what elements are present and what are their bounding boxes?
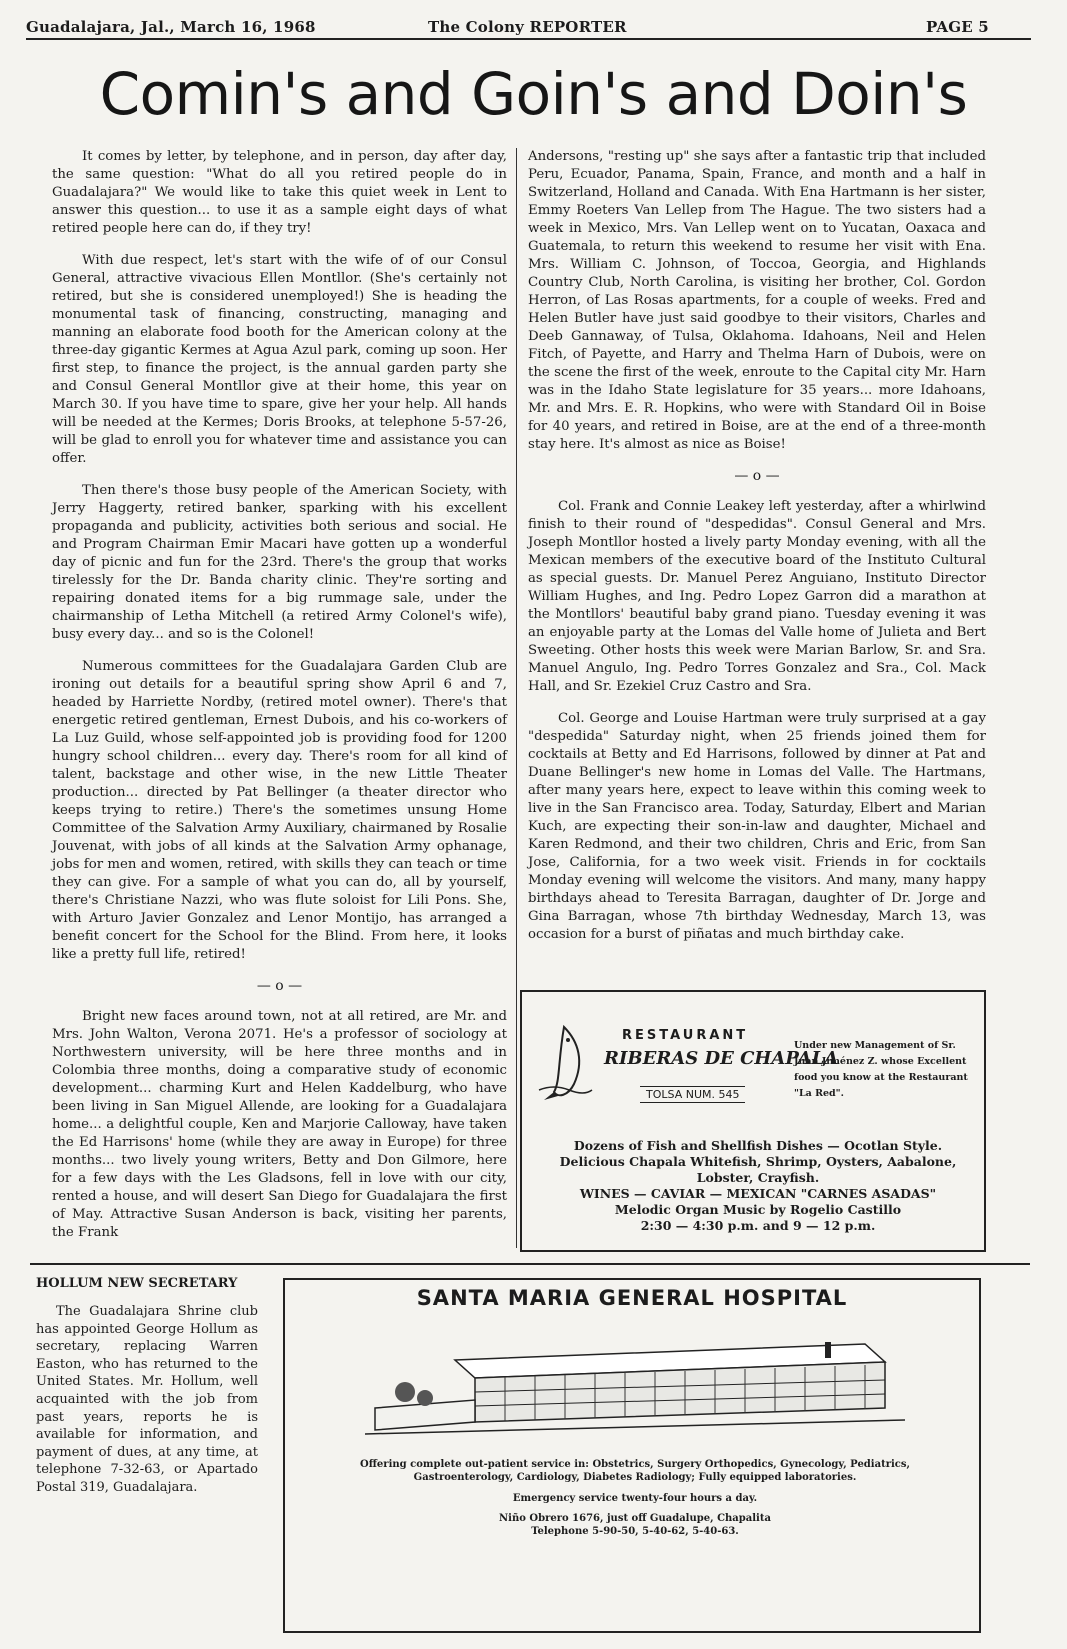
- hollum-title: HOLLUM NEW SECRETARY: [36, 1276, 238, 1291]
- restaurant-ad: [520, 990, 986, 1252]
- left-column: [52, 148, 507, 1256]
- article-paragraph: With due respect, let's start with the wife of of our Consul General, attractive vivacious Ellen Montllor. (She's certainly not retired, but she is considered unemployed!) She is heading the monumental task of financing, constructing, managing and manning an elaborate food booth for the American colony at the three-day gigantic Kermes at Agua Azul park, coming up soon. Her first step, to finance the project, is the annual garden party she and Consul General Montllor give at their home, this year on March 30. If you have time to spare, give her your help. All hands will be needed at the Kermes; Doris Brooks, at telephone 5-57-26, will be glad to enroll you for whatever time and assistance you can offer.: [52, 253, 507, 466]
- restaurant-name: RIBERAS DE CHAPALA: [604, 1048, 839, 1069]
- section-separator: — o —: [734, 468, 780, 484]
- header-rule: [26, 38, 1031, 40]
- article-paragraph: Bright new faces around town, not at all retired, are Mr. and Mrs. John Walton, Verona 2071. He's a professor of sociology at Northwestern university, will be here three months and in Colombia three months, doing a comparative study of economic development... charming Kurt and Helen Kaddelburg, who have been living in San Miguel Allende, are looking for a Guadalajara home... a delightful couple, Ken and Marjorie Calloway, have taken the Ed Harrisons' home (while they are away in Europe) for three months... two lively young writers, Betty and Don Gilmore, here for a few days with the Les Gladsons, fell in love with our city, rented a house, and will desert San Diego for Guadalajara the first of May. Attractive Susan Anderson is back, visiting her parents, the Frank: [52, 1009, 507, 1240]
- article-paragraph: Andersons, "resting up" she says after a fantastic trip that included Peru, Ecuador, Panama, Spain, France, and month and a half in Switzerland, Holland and Canada. With Ena Hartmann is her sister, Emmy Roeters Van Lellep from The Hague. The two sisters had a week in Mexico, Mrs. Van Lellep went on to Yucatan, Oaxaca and Guatemala, to return this weekend to resume her visit with Ena. Mrs. William C. Johnson, of Toccoa, Georgia, and Highlands Country Club, North Carolina, is visiting her brother, Col. Gordon Herron, of Las Rosas apartments, for a couple of weeks. Fred and Helen Butler have just said goodbye to their visitors, Charles and Deeb Gannaway, of Tulsa, Oklahoma. Idahoans, Neil and Helen Fitch, of Payette, and Harry and Thelma Harn of Dubois, were on the scene the first of the week, enroute to the Capital city Mr. Harn was in the Idaho State legislature for 35 years... more Idahoans, Mr. and Mrs. E. R. Hopkins, who were with Standard Oil in Boise for 40 years, and retired in Boise, are at the end of a three-month stay here. It's almost as nice as Boise!: [528, 149, 986, 452]
- hospital-phone: Telephone 5-90-50, 5-40-62, 5-40-63.: [531, 1526, 739, 1537]
- menu-line: Delicious Chapala Whitefish, Shrimp, Oysters, Aabalone, Lobster, Crayfish.: [559, 1154, 957, 1185]
- menu-line: WINES — CAVIAR — MEXICAN "CARNES ASADAS": [579, 1186, 937, 1201]
- masthead-title: Comin's and Goin's and Doin's: [99, 60, 968, 128]
- article-paragraph: Numerous committees for the Guadalajara Garden Club are ironing out details for a beautiful spring show April 6 and 7, headed by Harriette Nordby, (retired motel owner). There's that energetic retired gentleman, Ernest Dubois, and his co-workers of La Luz Guild, whose self-appointed job is providing food for 1200 hungry school children... every day. There's room for all kind of talent, backstage and other wise, in the new Little Theater production... directed by Pat Bellinger (a theater director who keeps trying to retire.) There's the sometimes unsung Home Committee of the Salvation Army Auxiliary, chairmaned by Rosalie Jouvenat, with jobs of all kinds at the Salvation Army ophanage, jobs for men and women, retired, with skills they can teach or time they can give. For a sample of what you can do, all by yourself, there's Christiane Nazzi, who was flute soloist for Lili Pons. She, with Arturo Javier Gonzalez and Lenor Montijo, has arranged a benefit concert for the School for the Blind. From here, it looks like a pretty full life, retired!: [52, 659, 507, 962]
- menu-line: Melodic Organ Music by Rogelio Castillo: [614, 1202, 902, 1217]
- section-separator: — o —: [256, 978, 303, 994]
- section-rule: [30, 1263, 1030, 1265]
- restaurant-label: RESTAURANT: [622, 1028, 749, 1043]
- hollum-body: The Guadalajara Shrine club has appointed George Hollum as secretary, replacing Warren Easton, who has returned to the United States. Mr. Hollum, well acquainted with the job from past years, reports he is available for information, and payment of dues, at any time, at telephone 7-32-63, or Apartado Postal 319, Guadalajara.: [36, 1304, 258, 1495]
- paper-name: The Colony REPORTER: [428, 18, 627, 36]
- hospital-emergency: Emergency service twenty-four hours a day.: [512, 1493, 758, 1504]
- page-number: PAGE 5: [926, 18, 989, 36]
- article-paragraph: Then there's those busy people of the American Society, with Jerry Haggerty, retired banker, sparking with his excellent propaganda and publicity, activities both serious and social. He and Program Chairman Emir Macari have gotten up a wonderful day of picnic and fun for the 23rd. There's the group that works tirelessly for the Dr. Banda charity clinic. They're sorting and repairing donated items for a big rummage sale, under the chairmanship of Letha Mitchell (a retired Army Colonel's wife), busy every day... and so is the Colonel!: [52, 483, 507, 642]
- hospital-address: Niño Obrero 1676, just off Guadalupe, Chapalita: [499, 1513, 771, 1524]
- article-paragraph: Col. Frank and Connie Leakey left yesterday, after a whirlwind finish to their round of "despedidas". Consul General and Mrs. Joseph Montllor hosted a lively party Monday evening, with all the Mexican members of the executive board of the Instituto Cultural as special guests. Dr. Manuel Perez Anguiano, Instituto Director William Hughes, and Ing. Pedro Lopez Garron did a marathon at the Montllors' beautiful baby grand piano. Tuesday evening it was an enjoyable party at the Lomas del Valle home of Julieta and Bert Sweeting. Other hosts this week were Marian Barlow, Sr. and Sra. Manuel Angulo, Ing. Pedro Torres Gonzalez and Sra., Col. Mack Hall, and Sr. Ezekiel Cruz Castro and Sra.: [528, 499, 986, 694]
- fish-icon: [534, 1022, 594, 1102]
- hospital-building-illustration: [365, 1322, 905, 1442]
- hospital-services: Offering complete out-patient service in: Obstetrics, Surgery Orthopedics, Gynecology, Pediatrics, Gastroenterology, Cardiology, Diabetes Radiology; Fully equipped laboratories.: [360, 1459, 910, 1483]
- restaurant-address: TOLSA NUM. 545: [640, 1086, 745, 1103]
- menu-line: 2:30 — 4:30 p.m. and 9 — 12 p.m.: [640, 1218, 876, 1233]
- menu-line: Dozens of Fish and Shellfish Dishes — Ocotlan Style.: [573, 1138, 943, 1153]
- article-paragraph: Col. George and Louise Hartman were truly surprised at a gay "despedida" Saturday night, when 25 friends joined them for cocktails at Betty and Ed Harrisons, followed by dinner at Pat and Duane Bellinger's new home in Lomas del Valle. The Hartmans, after many years here, expect to leave within this coming week to live in the San Francisco area. Today, Saturday, Elbert and Marian Kuch, are expecting their son-in-law and daughter, Michael and Karen Redmond, and their two children, Chris and Eric, from San Jose, California, for a two week visit. Friends in for cocktails Monday evening will welcome the visitors. And many, many happy birthdays ahead to Teresita Barragan, daughter of Dr. Jorge and Gina Barragan, whose 7th birthday Wednesday, March 13, was occasion for a burst of piñatas and much birthday cake.: [528, 711, 986, 942]
- article-paragraph: It comes by letter, by telephone, and in person, day after day, the same question: "What do all you retired people do in Guadalajara?" We would like to take this quiet week in Lent to answer this question... to use it as a sample eight days of what retired people here can do, if they try!: [52, 149, 507, 236]
- column-divider: [516, 148, 517, 1248]
- right-column: [528, 148, 986, 958]
- dateline: Guadalajara, Jal., March 16, 1968: [26, 18, 316, 36]
- restaurant-management-note: Under new Management of Sr. Juan Jiménez Z. whose Excellent food you know at the Restaurant "La Red".: [794, 1040, 968, 1099]
- hollum-article: [36, 1276, 258, 1497]
- restaurant-menu-text: [538, 1138, 978, 1234]
- hospital-ad: [283, 1278, 981, 1633]
- hospital-title: SANTA MARIA GENERAL HOSPITAL: [416, 1286, 848, 1310]
